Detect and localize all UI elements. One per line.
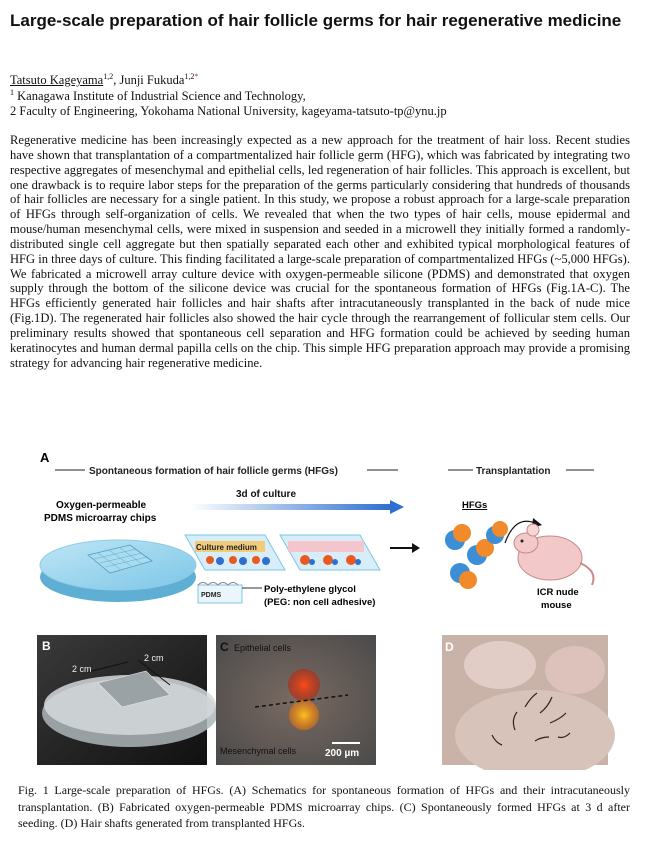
author-separator: ,: [113, 73, 120, 88]
epithelial-label: Epithelial cells: [234, 643, 292, 653]
affiliation-1: [10, 85, 306, 104]
dimension-label: 2 cm: [144, 653, 164, 663]
figure-caption: Fig. 1 Large-scale preparation of HFGs. (A) Schematics for spontaneous formation of HFGs and their intracutaneously transplantation. (B) Fabricated oxygen-permeable PDMS microarray chips. (C) Spontaneously formed HFGs at 3 d after seeding. (D) Hair shafts generated from transplanted HFGs.: [18, 783, 630, 830]
pdms-label: PDMS: [201, 592, 222, 599]
culture-medium-label: Culture medium: [196, 543, 257, 552]
abstract-body: Regenerative medicine has been increasingly expected as a new approach for the treatment of hair loss. Recent studies have shown that transplantation of a compartmentalized hair follicle germ (HFG), which was fabricated by integrating two respective aggregates of mesenchymal and epithelial cells, led regeneration of hair follicles. This approach is excellent, but one drawback is to require labor steps for the preparation of the germs particularly considering that hundreds of thousands of hair follicles are necessary for a single patient. In this study, we propose a robust approach for a large-scale preparation of HFGs through self-organization of cells. We revealed that when the two types of hair cells, mouse epidermal and mouse/human mesenchymal cells, were mixed in suspension and seeded in a microwell they initially formed a randomly-distributed single cell aggregate but then spatially separated each other and exhibited typical morphological features of HFG in three days of culture. This finding facilitated a large-scale preparation of compartmentalized HFGs (~5,000 HFGs). We fabricated a microwell array culture device with oxygen-permeable silicone (PDMS) and demonstrated that oxygen supply through the bottom of the silicone device was crucial for the spontaneous formation of HFGs (Fig.1A-C). The HFGs efficiently generated hair follicles and hair shafts after intracutaneously transplanted in the back of nude mice (Fig.1D). The regenerated hair follicles also showed the hair cycle through the rearrangement of follicular stem cells. Our preliminary results showed that spontaneous cell separation and HFG formation could be achieved by seeding human keratinocytes and human dermal papilla cells on the chip. This simple HFG preparation approach may provide a promising strategy for advancing hair regenerative medicine.: [10, 133, 630, 370]
well-cross-section: [280, 535, 380, 570]
medium-band: [288, 541, 364, 552]
peg-label: Poly-ethylene glycol: [264, 584, 356, 595]
panel-d-label: D: [445, 640, 454, 654]
culture-duration-label: 3d of culture: [236, 489, 297, 500]
affiliation-text: Kanagawa Institute of Industrial Science and Technology,: [14, 89, 306, 104]
mouse-label: mouse: [541, 600, 572, 611]
author-name: Junji Fukuda: [119, 73, 185, 88]
chip-label: PDMS microarray chips: [44, 513, 157, 524]
affiliation-2: [10, 103, 447, 119]
transplantation-label: Transplantation: [476, 466, 551, 477]
hfgs-label: HFGs: [462, 500, 488, 511]
mouse-ear: [545, 646, 605, 694]
mouse-illustration: [514, 524, 594, 585]
author-name: Tatsuto Kageyama: [10, 73, 104, 88]
panel-a-label: A: [40, 450, 50, 465]
affiliation-number: 2: [10, 104, 17, 118]
author-superscript: 1,2: [184, 72, 195, 81]
affiliation-text: Faculty of Engineering, Yokohama National University, kageyama-tatsuto-tp@ynu.jp: [16, 104, 447, 118]
spontaneous-formation-label: Spontaneous formation of hair follicle germs (HFGs): [89, 466, 338, 477]
peg-label: (PEG: non cell adhesive): [264, 597, 376, 608]
paper-title: Large-scale preparation of hair follicle germs for hair regenerative medicine: [10, 11, 622, 30]
chip-label: Oxygen-permeable: [56, 500, 147, 511]
mesenchymal-label: Mesenchymal cells: [220, 746, 297, 756]
panel-b-label: B: [42, 639, 51, 653]
panel-c-label: C: [220, 640, 229, 654]
dimension-label: 2 cm: [72, 664, 92, 674]
author-superscript: 1,2: [103, 72, 114, 81]
mesenchymal-aggregate: [289, 700, 319, 730]
transplant-arrow-head: [412, 543, 420, 553]
culture-arrow: [190, 504, 390, 510]
scale-bar-label: 200 µm: [325, 748, 360, 759]
corresponding-mark: *: [194, 72, 199, 81]
mouse-ear: [464, 641, 536, 689]
affiliation-number: 1: [10, 88, 14, 97]
epithelial-aggregate: [288, 669, 320, 701]
culture-arrow-head: [390, 500, 404, 514]
well-cross-section: [185, 535, 285, 570]
hfg-cluster: [445, 521, 508, 589]
figure-1: [30, 445, 620, 770]
mouse-label: ICR nude: [537, 587, 579, 598]
